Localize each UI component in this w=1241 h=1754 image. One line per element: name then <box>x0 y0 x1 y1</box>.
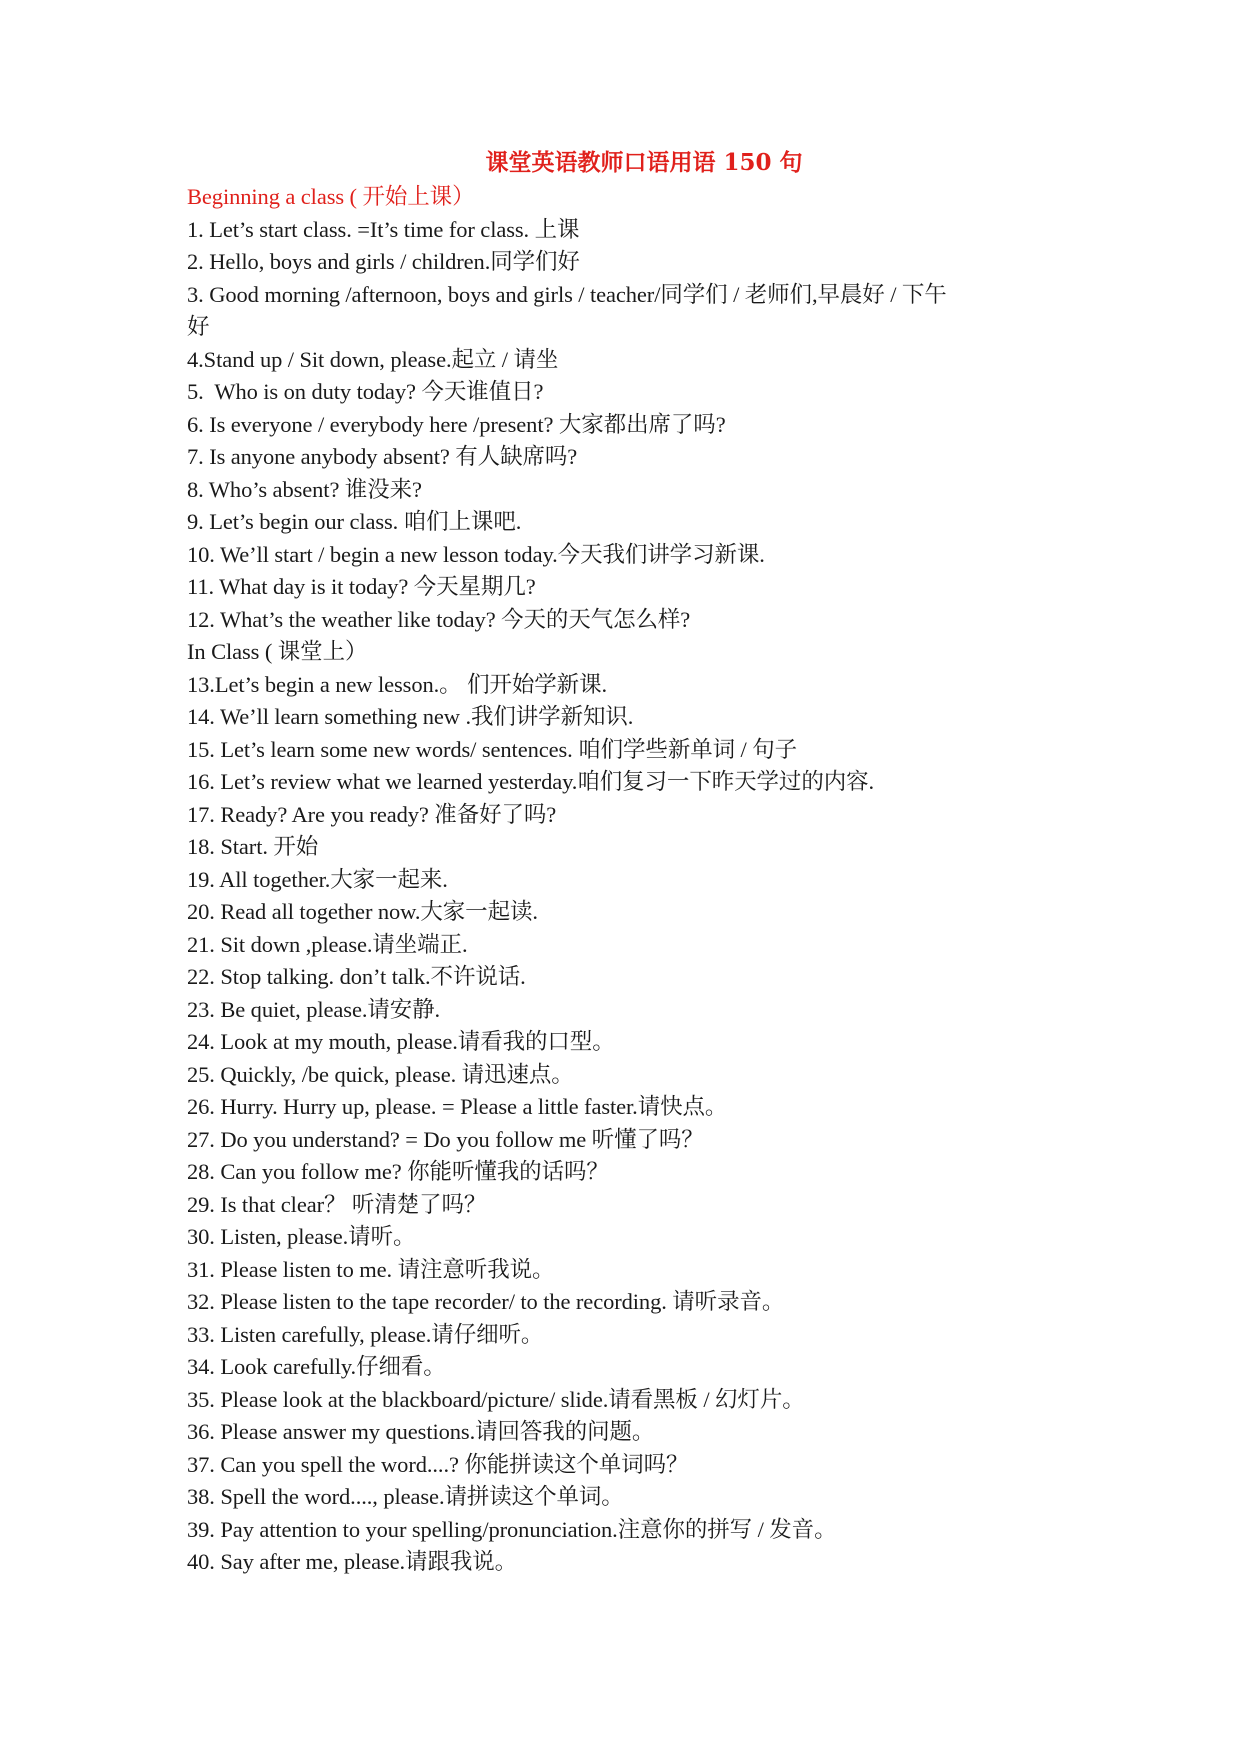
phrase-line: 36. Please answer my questions.请回答我的问题。 <box>187 1419 655 1444</box>
phrase-line: 37. Can you spell the word....? 你能拼读这个单词吗？ <box>187 1451 689 1477</box>
phrase-line: 27. Do you understand? = Do you follow me 听懂了吗？ <box>187 1126 704 1152</box>
phrase-line: 24. Look at my mouth, please.请看我的口型。 <box>187 1029 615 1054</box>
document-content <box>187 145 1057 1579</box>
phrase-line: 17. Ready? Are you ready? 准备好了吗? <box>187 801 557 827</box>
phrase-line: 11. What day is it today? 今天星期几? <box>187 574 536 599</box>
phrase-line: 28. Can you follow me? 你能听懂我的话吗？ <box>187 1159 609 1184</box>
phrase-line: 13.Let’s begin a new lesson.。 们开始学新课. <box>187 671 607 697</box>
phrase-line: 15. Let’s learn some new words/ sentences. 咱们学些新单词 / 句子 <box>187 736 798 762</box>
section-heading: Beginning a class ( 开始上课） <box>187 184 475 209</box>
phrase-line: 19. All together.大家一起来. <box>187 866 448 892</box>
phrase-line: 22. Stop talking. don’t talk.不许说话. <box>187 964 526 989</box>
phrase-line: 30. Listen, please.请听。 <box>187 1224 416 1249</box>
phrase-line: 26. Hurry. Hurry up, please. = Please a little faster.请快点。 <box>187 1094 728 1119</box>
phrase-line: 25. Quickly, /be quick, please. 请迅速点。 <box>187 1061 574 1087</box>
phrase-line: 7. Is anyone anybody absent? 有人缺席吗? <box>187 444 578 469</box>
phrase-line: 4.Stand up / Sit down, please.起立 / 请坐 <box>187 346 559 372</box>
phrase-line: 16. Let’s review what we learned yesterday.咱们复习一下昨天学过的内容. <box>187 769 875 794</box>
phrase-line: 10. We’ll start / begin a new lesson today.今天我们讲学习新课. <box>187 541 765 567</box>
phrase-line: 38. Spell the word...., please.请拼读这个单词。 <box>187 1484 624 1509</box>
phrase-line: 14. We’ll learn something new .我们讲学新知识. <box>187 704 634 729</box>
phrase-line: 9. Let’s begin our class. 咱们上课吧. <box>187 509 522 534</box>
phrase-line: 20. Read all together now.大家一起读. <box>187 899 538 924</box>
phrase-line: 3. Good morning /afternoon, boys and girls / teacher/同学们 / 老师们,早晨好 / 下午好 <box>187 281 947 339</box>
phrase-line: 5. Who is on duty today? 今天谁值日? <box>187 379 544 404</box>
phrase-line: 21. Sit down ,please.请坐端正. <box>187 931 468 957</box>
phrase-line: 18. Start. 开始 <box>187 834 319 859</box>
phrase-line: 6. Is everyone / everybody here /present? 大家都出席了吗? <box>187 411 726 437</box>
phrase-line: 32. Please listen to the tape recorder/ to the recording. 请听录音。 <box>187 1289 785 1314</box>
phrase-line: 31. Please listen to me. 请注意听我说。 <box>187 1256 555 1282</box>
page-title: 课堂英语教师口语用语 150 句 <box>485 149 803 176</box>
section-in-class <box>187 636 1057 1579</box>
phrase-line: 39. Pay attention to your spelling/pronunciation.注意你的拼写 / 发音。 <box>187 1516 837 1542</box>
phrase-line: 34. Look carefully.仔细看。 <box>187 1354 446 1379</box>
phrase-line: 40. Say after me, please.请跟我说。 <box>187 1549 518 1574</box>
phrase-line: 35. Please look at the blackboard/picture/ slide.请看黑板 / 幻灯片。 <box>187 1386 805 1412</box>
phrase-line: 2. Hello, boys and girls / children.同学们好 <box>187 249 580 274</box>
phrase-line: 8. Who’s absent? 谁没来? <box>187 476 422 502</box>
phrase-line: 23. Be quiet, please.请安静. <box>187 996 441 1022</box>
section-heading: In Class ( 课堂上） <box>187 639 368 664</box>
phrase-line: 33. Listen carefully, please.请仔细听。 <box>187 1321 544 1347</box>
phrase-line: 1. Let’s start class. =It’s time for class. 上课 <box>187 216 580 242</box>
phrase-line: 29. Is that clear？ 听清楚了吗？ <box>187 1191 487 1217</box>
phrase-line: 12. What’s the weather like today? 今天的天气怎么样? <box>187 606 691 632</box>
section-beginning-a-class <box>187 181 1057 636</box>
